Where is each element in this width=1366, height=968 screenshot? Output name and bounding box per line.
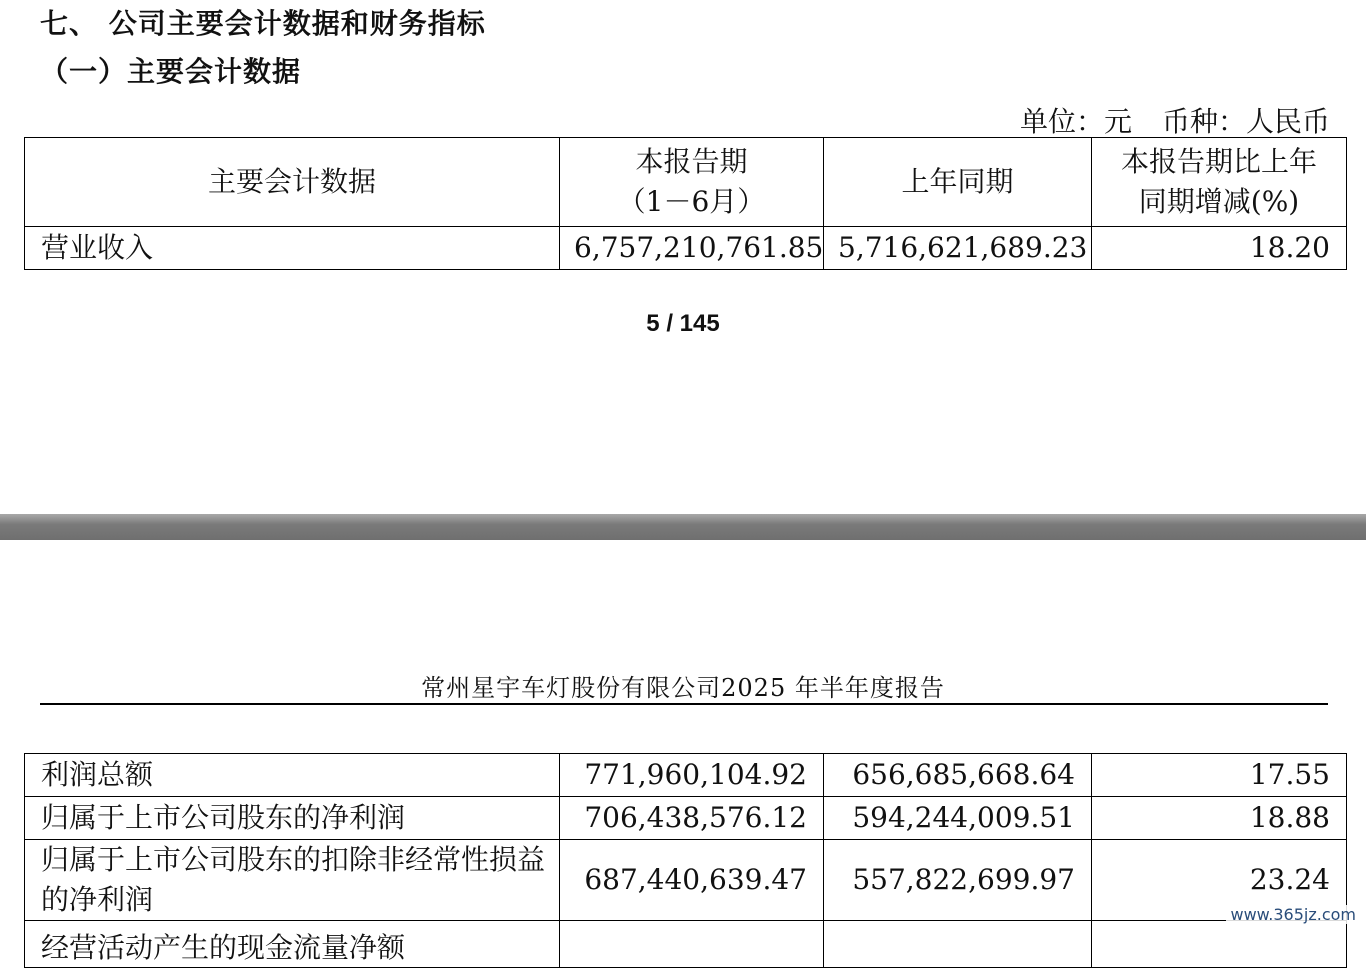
running-header: 常州星宇车灯股份有限公司2025 年半年度报告	[421, 674, 945, 702]
unit-currency-note	[1020, 100, 1330, 140]
table-row	[25, 754, 1347, 797]
header-current-period	[560, 138, 824, 227]
pdf-page-6	[0, 540, 1366, 964]
row-label: 利润总额	[25, 754, 560, 797]
row-prior: 656,685,668.64	[824, 754, 1092, 797]
table-row	[25, 227, 1347, 270]
row-prior	[824, 921, 1092, 968]
header-item: 主要会计数据	[25, 138, 560, 227]
row-current: 771,960,104.92	[560, 754, 824, 797]
unit-label: 单位：元	[1019, 105, 1132, 138]
row-change: 17.55	[1092, 754, 1347, 797]
header-current-line2: （1－6月）	[617, 185, 766, 218]
row-prior: 5,716,621,689.23	[824, 227, 1092, 270]
row-label: 归属于上市公司股东的扣除非经常性损益的净利润	[25, 840, 560, 921]
row-label: 营业收入	[25, 227, 560, 270]
header-change	[1092, 138, 1347, 227]
page-number: 5 / 145	[646, 310, 720, 337]
section-title: 七、 公司主要会计数据和财务指标	[40, 7, 486, 40]
row-change	[1092, 921, 1347, 968]
row-change: 23.24	[1092, 840, 1347, 921]
page-separator	[0, 514, 1366, 540]
row-change: 18.88	[1092, 797, 1347, 840]
header-change-line2: 同期增减(%)	[1138, 185, 1300, 218]
subsection-title: （一）主要会计数据	[40, 55, 302, 88]
header-rule	[40, 703, 1328, 705]
partial-row-label: 经营活动产生的现金流量净额	[41, 931, 406, 964]
row-current: 687,440,639.47	[560, 840, 824, 921]
header-current-line1: 本报告期	[635, 145, 748, 178]
row-current: 706,438,576.12	[560, 797, 824, 840]
row-change: 18.20	[1092, 227, 1347, 270]
table-row	[25, 840, 1347, 921]
row-current: 6,757,210,761.85	[560, 227, 824, 270]
row-current	[560, 921, 824, 968]
table-row	[25, 797, 1347, 840]
watermark: www.365jz.com	[1226, 905, 1360, 924]
accounting-data-table-continued	[24, 753, 1347, 968]
table-row-partial	[25, 921, 1347, 968]
accounting-data-table	[24, 137, 1347, 270]
row-prior: 594,244,009.51	[824, 797, 1092, 840]
row-prior: 557,822,699.97	[824, 840, 1092, 921]
row-label: 归属于上市公司股东的净利润	[25, 797, 560, 840]
header-change-line1: 本报告期比上年	[1120, 145, 1317, 178]
currency-label: 币种：人民币	[1161, 105, 1330, 138]
row-label	[25, 921, 560, 968]
table-header-row	[25, 138, 1347, 227]
header-prior-period: 上年同期	[824, 138, 1092, 227]
